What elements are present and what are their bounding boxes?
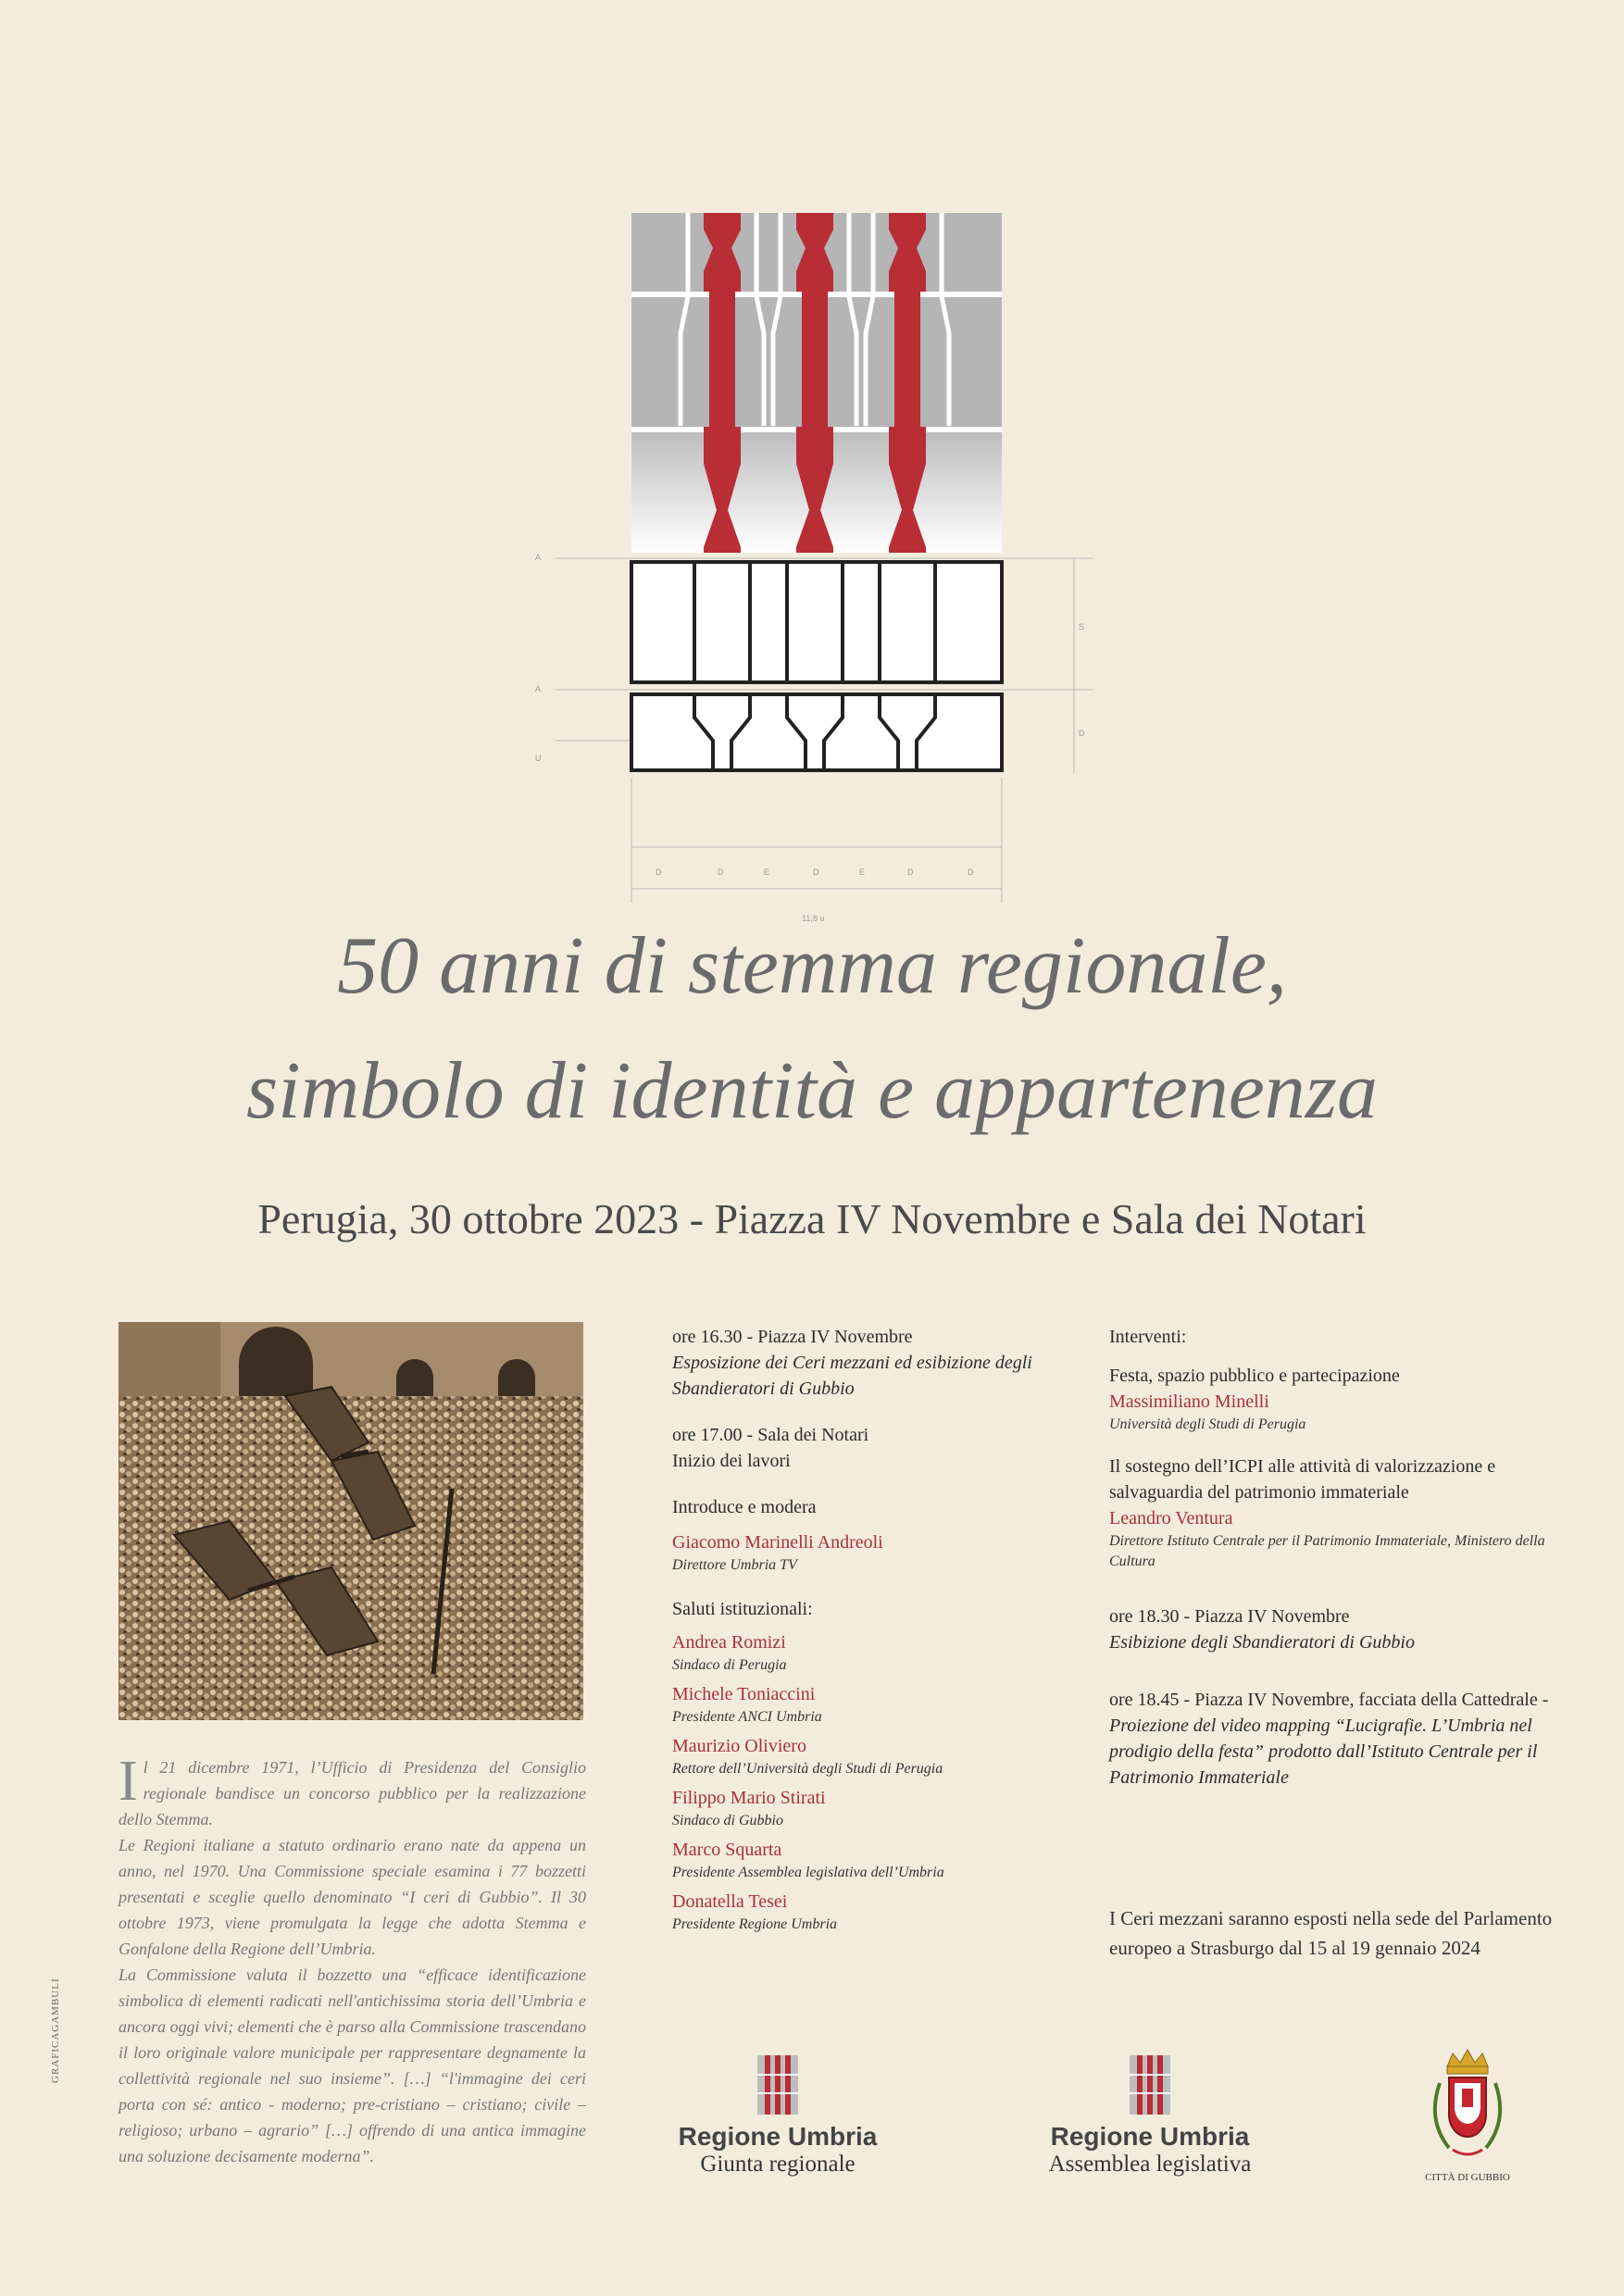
- emblem-annotation: E: [764, 867, 770, 877]
- talk-title: Il sostegno dell’ICPI alle attività di valorizzazione e salvaguardia del patrimonio immateriale: [1109, 1456, 1496, 1503]
- event-time: ore 18.30 - Piazza IV Novembre: [1109, 1606, 1350, 1627]
- ceri-crowd-photo: [119, 1322, 583, 1720]
- emblem-annotation: D: [907, 867, 914, 877]
- emblem-annotation: D: [813, 867, 819, 877]
- emblem-width-label: 11,8 u: [802, 914, 825, 923]
- speaker-name: Andrea Romizi: [672, 1632, 786, 1653]
- event-time: ore 18.45 - Piazza IV Novembre, facciata della Cattedrale -: [1109, 1690, 1549, 1710]
- gubbio-label: CITTÀ DI GUBBIO: [1425, 2172, 1510, 2183]
- emblem-annotation: E: [859, 867, 866, 877]
- logo-regione-assemblea: [1020, 2055, 1280, 2177]
- speaker-role: Sindaco di Gubbio: [672, 1813, 783, 1828]
- emblem-annotation: S: [1079, 622, 1085, 631]
- emblem-annotation: U: [535, 754, 542, 763]
- logo-citta-di-gubbio: [1407, 2046, 1528, 2183]
- moderator-role: Direttore Umbria TV: [672, 1557, 797, 1573]
- emblem-annotation: A: [535, 553, 542, 562]
- emblem-annotation: D: [718, 867, 724, 877]
- gubbio-coat-of-arms-icon: [1421, 2046, 1514, 2165]
- emblem-annotation: A: [535, 684, 542, 693]
- speaker-role: Presidente ANCI Umbria: [672, 1709, 822, 1725]
- speaker-name: Donatella Tesei: [672, 1891, 788, 1912]
- emblem-annotation: D: [968, 867, 974, 877]
- program-time: ore 16.30 - Piazza IV Novembre: [672, 1327, 913, 1347]
- moderator-name: Giacomo Marinelli Andreoli: [672, 1532, 883, 1553]
- program-column: [672, 1324, 1080, 1940]
- program-desc: Inizio dei lavori: [672, 1451, 791, 1471]
- talk-speaker: Leandro Ventura: [1109, 1508, 1233, 1529]
- speaker-name: Maurizio Oliviero: [672, 1736, 806, 1756]
- speaker-name: Filippo Mario Stirati: [672, 1788, 826, 1808]
- regione-umbria-emblem-icon: [757, 2055, 798, 2115]
- regional-emblem-ceri: [518, 199, 1148, 930]
- logo-subtitle: Assemblea legislativa: [1048, 2152, 1252, 2177]
- interventi-heading: Interventi:: [1109, 1327, 1187, 1347]
- event-desc: Esibizione degli Sbandieratori di Gubbio: [1109, 1632, 1415, 1653]
- logo-regione-giunta: [648, 2055, 907, 2177]
- speaker-role: Presidente Assemblea legislativa dell’Umbria: [672, 1865, 944, 1880]
- talk-speaker: Massimiliano Minelli: [1109, 1391, 1269, 1412]
- interventi-column: [1109, 1324, 1554, 1809]
- event-desc: Proiezione del video mapping “Lucigrafie. L’Umbria nel prodigio della festa” prodotto dall’Istituto Centrale per il Patrimonio Immateriale: [1109, 1716, 1538, 1788]
- speaker-name: Michele Toniaccini: [672, 1684, 816, 1704]
- drop-cap: I: [119, 1750, 138, 1813]
- intro-paragraph: La Commissione valuta il bozzetto una “efficace identificazione simbolica di elementi radicati nell'antichissima storia dell’Umbria e ancora oggi vivi; elementi che è parso alla Commissione trascendano il loro originale valore municipale per rappresentare degnamente la collettività regionale nel suo insieme”. […] “l'immagine dei ceri porta con sé: antico - moderno; pre-cristiano – cristiano; civile – religioso; urbano – agrario” […] offrendo di una antica immagine una soluzione decisamente moderna”.: [119, 1965, 586, 2165]
- emblem-annotation: D: [1079, 729, 1085, 738]
- emblem-annotation: D: [656, 867, 662, 877]
- talk-role: Direttore Istituto Centrale per il Patrimonio Immateriale, Ministero della Cultura: [1109, 1533, 1545, 1569]
- talk-role: Università degli Studi di Perugia: [1109, 1416, 1306, 1432]
- program-time: ore 17.00 - Sala dei Notari: [672, 1425, 869, 1445]
- speaker-role: Sindaco di Perugia: [672, 1657, 787, 1673]
- intro-paragraph: l 21 dicembre 1971, l’Ufficio di Presidenza del Consiglio regionale bandisce un concorso pubblico per la realizzazione dello Stemma.: [119, 1758, 586, 1828]
- page-title-line-2: simbolo di identità e appartenenza: [245, 1046, 1379, 1136]
- graphic-credit: GRAFICAGAMBULI: [50, 1978, 61, 2083]
- logo-name: Regione Umbria: [678, 2122, 878, 2151]
- page-title-line-1: 50 anni di stemma regionale,: [337, 921, 1287, 1011]
- program-desc: Esposizione dei Ceri mezzani ed esibizione degli Sbandieratori di Gubbio: [672, 1353, 1032, 1399]
- speaker-role: Rettore dell’Università degli Studi di Perugia: [672, 1761, 943, 1777]
- intro-paragraph: Le Regioni italiane a statuto ordinario erano nate da appena un anno, nel 1970. Una Commissione speciale esamina i 77 bozzetti presentati e sceglie quello denominato “I ceri di Gubbio”. Il 30 ottobre 1973, viene promulgata la legge che adotta Stemma e Gonfalone della Regione dell’Umbria.: [119, 1836, 586, 1958]
- logo-name: Regione Umbria: [1050, 2122, 1250, 2151]
- speaker-name: Marco Squarta: [672, 1840, 782, 1860]
- talk-title: Festa, spazio pubblico e partecipazione: [1109, 1366, 1400, 1386]
- greetings-heading: Saluti istituzionali:: [672, 1599, 813, 1619]
- intro-text: [119, 1750, 586, 2169]
- regione-umbria-emblem-icon: [1130, 2055, 1170, 2115]
- closing-note: I Ceri mezzani saranno esposti nella sede del Parlamento europeo a Strasburgo dal 15 al 19 gennaio 2024: [1109, 1907, 1553, 1959]
- logo-subtitle: Giunta regionale: [700, 2152, 856, 2177]
- moderator-heading: Introduce e modera: [672, 1497, 817, 1517]
- speaker-role: Presidente Regione Umbria: [672, 1916, 838, 1932]
- event-subtitle: Perugia, 30 ottobre 2023 - Piazza IV Novembre e Sala dei Notari: [257, 1195, 1367, 1242]
